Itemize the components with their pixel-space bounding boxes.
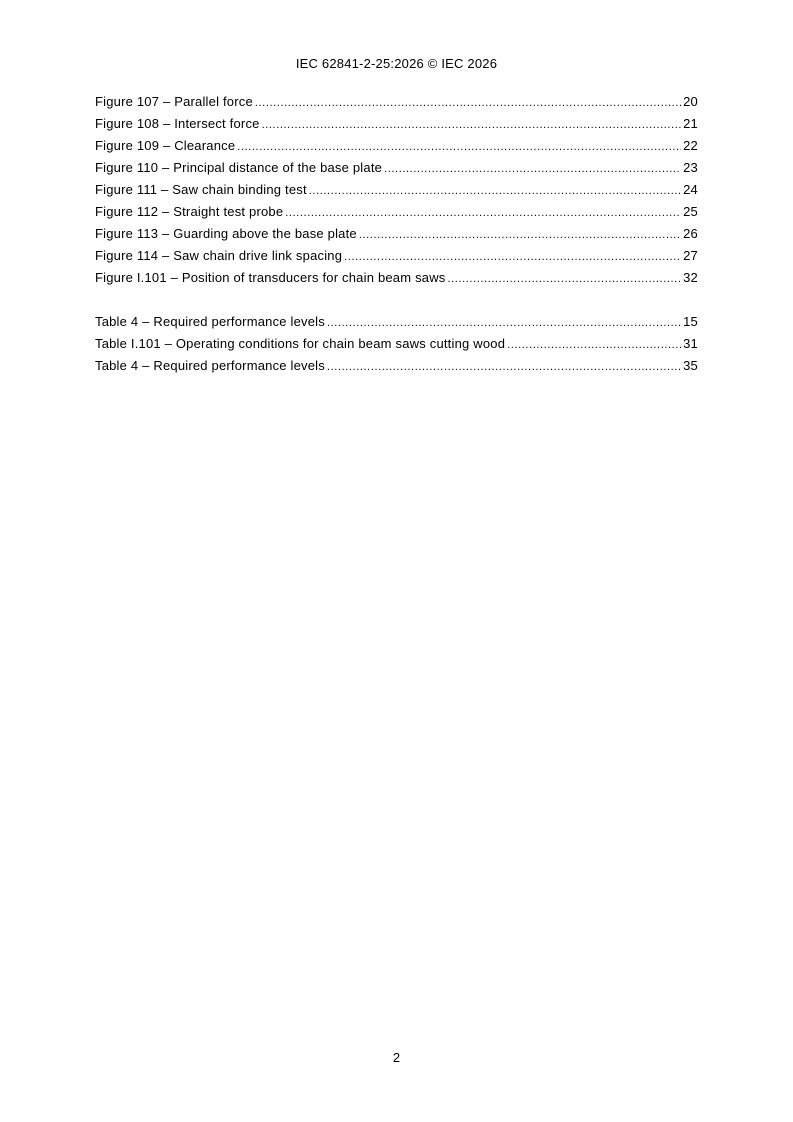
toc-entry-title: Figure 107 – Parallel force [95,94,253,109]
toc-entry-page: 32 [683,270,698,285]
toc-leader-dots [309,183,681,199]
toc-entry-page: 20 [683,94,698,109]
toc-entry-title: Table 4 – Required performance levels [95,358,325,373]
toc-entry-title: Table 4 – Required performance levels [95,314,325,329]
toc-entry[interactable] [95,248,698,270]
toc-entry-page: 27 [683,248,698,263]
toc-entry-page: 31 [683,336,698,351]
toc-entry-page: 15 [683,314,698,329]
toc-leader-dots [262,117,682,133]
toc-entry[interactable] [95,314,698,336]
toc-entry-title: Figure I.101 – Position of transducers for chain beam saws [95,270,446,285]
toc-entry[interactable] [95,270,698,292]
list-of-figures [95,94,698,292]
toc-entry-title: Figure 110 – Principal distance of the base plate [95,160,383,175]
toc-entry[interactable] [95,160,698,182]
toc-leader-dots [359,227,681,243]
toc-leader-dots [344,249,681,265]
toc-leader-dots [237,139,681,155]
toc-entry[interactable] [95,336,698,358]
toc-entry[interactable] [95,94,698,116]
toc-entry[interactable] [95,204,698,226]
toc-leader-dots [285,205,681,221]
toc-entry-title: Figure 108 – Intersect force [95,116,260,131]
toc-leader-dots [448,271,682,287]
toc-entry[interactable] [95,226,698,248]
toc-entry[interactable] [95,182,698,204]
toc-entry-title: Figure 114 – Saw chain drive link spacing [95,248,343,263]
toc-leader-dots [507,337,681,353]
page-number: 2 [392,1050,401,1065]
toc-entry-page: 35 [683,358,698,373]
document-header: IEC 62841-2-25:2026 © IEC 2026 [295,56,498,71]
toc-entry-page: 22 [683,138,698,153]
toc-entry-page: 24 [683,182,698,197]
toc-entry-page: 23 [683,160,698,175]
toc-entry-page: 25 [683,204,698,219]
toc-entry-title: Figure 113 – Guarding above the base plate [95,226,357,241]
toc-entry-title: Figure 112 – Straight test probe [95,204,284,219]
toc-entry-title: Figure 109 – Clearance [95,138,236,153]
toc-entry[interactable] [95,358,698,380]
toc-leader-dots [327,315,681,331]
toc-entry-page: 21 [683,116,698,131]
toc-entry-title: Figure 111 – Saw chain binding test [95,182,307,197]
toc-entry[interactable] [95,138,698,160]
toc-leader-dots [255,95,681,111]
toc-leader-dots [384,161,681,177]
toc-entry-title: Table I.101 – Operating conditions for chain beam saws cutting wood [95,336,506,351]
toc-entry[interactable] [95,116,698,138]
toc-leader-dots [327,359,681,375]
list-of-tables [95,314,698,380]
toc-entry-page: 26 [683,226,698,241]
